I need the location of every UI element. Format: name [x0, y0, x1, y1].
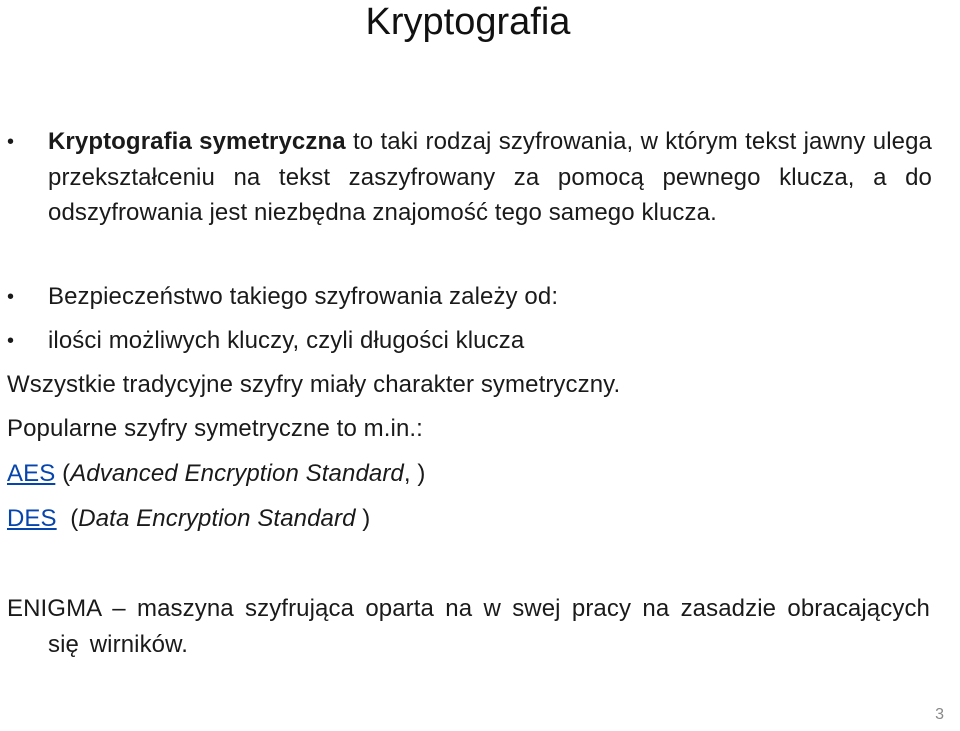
des-full-name: Data Encryption Standard	[78, 505, 356, 532]
enigma-text: ENIGMA – maszyna szyfrująca oparta na w swej pracy na zasadzie obracających się wirników.	[7, 595, 930, 658]
bullet-key-count: ilości możliwych kluczy, czyli długości klucza	[48, 327, 525, 354]
bullet-symmetric-definition	[48, 124, 932, 231]
aes-full-name: Advanced Encryption Standard	[70, 460, 404, 487]
traditional-ciphers-line: Wszystkie tradycyjne szyfry miały charakter symetryczny.	[7, 371, 621, 398]
bullet-marker: •	[7, 131, 15, 153]
bullet-marker: •	[7, 330, 15, 352]
bullet-security: Bezpieczeństwo takiego szyfrowania zależy od:	[48, 283, 559, 310]
aes-link[interactable]: AES	[7, 460, 56, 487]
enigma-paragraph	[7, 591, 930, 663]
bullet-marker: •	[7, 286, 15, 308]
bold-term: Kryptografia symetryczna	[48, 128, 346, 155]
popular-ciphers-line: Popularne szyfry symetryczne to m.in.:	[7, 415, 423, 442]
cipher-des: DES (Data Encryption Standard )	[7, 505, 371, 532]
page-number: 3	[935, 706, 944, 723]
definition-text: to taki rodzaj szyfrowania, w którym tekst jawny ulega przekształceniu na tekst zaszyfrowany za pomocą pewnego klucza, a do odszyfrowania jest niezbędna znajomość tego samego klucza.	[48, 128, 932, 226]
des-link[interactable]: DES	[7, 505, 57, 532]
slide-title: Kryptografia	[365, 1, 571, 43]
cipher-aes: AES (Advanced Encryption Standard, )	[7, 460, 426, 487]
